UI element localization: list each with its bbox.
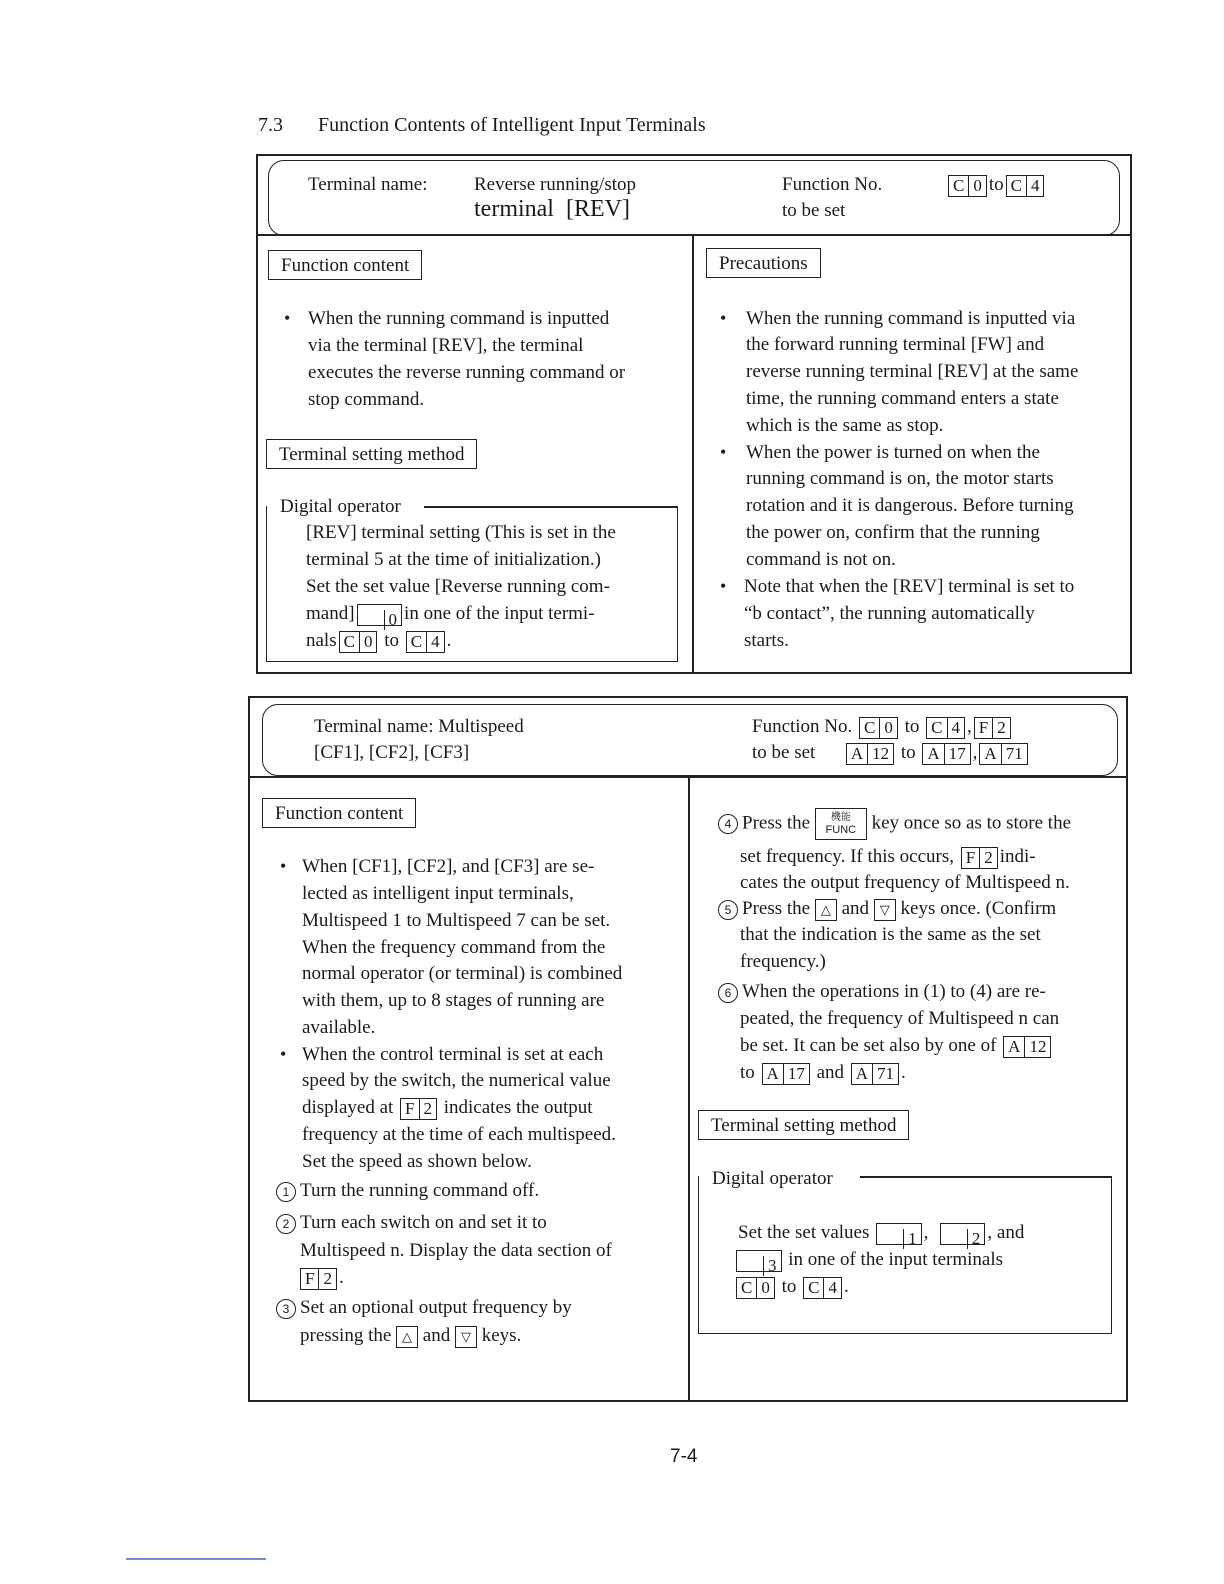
- precaution-line: Note that when the [REV] terminal is set to: [744, 576, 1075, 597]
- panel1-digital-operator-label: Digital operator: [272, 494, 407, 521]
- bullet: •: [280, 856, 287, 876]
- panel2-digital-operator-top-line: [860, 1176, 1112, 1178]
- section-title: Function Contents of Intelligent Input Terminals: [318, 114, 706, 136]
- panel1-precautions-label: Precautions: [706, 248, 821, 278]
- key-blank-0: 0: [357, 604, 403, 626]
- down-arrow-key-icon: ▽: [455, 1326, 477, 1348]
- panel1-setting-line: nals C 0 to C 4 .: [306, 630, 452, 651]
- panel2-setting-method-label: Terminal setting method: [698, 1110, 909, 1140]
- key-a12: A 12: [1003, 1036, 1051, 1058]
- key-c4: C 4: [926, 717, 965, 739]
- step-4-cont: cates the output frequency of Multispeed n.: [740, 872, 1070, 893]
- panel1-setting-line: terminal 5 at the time of initialization.): [306, 549, 601, 570]
- panel1-function-no-line2: to be set: [782, 200, 846, 221]
- step-number: 3: [276, 1299, 296, 1319]
- panel2-digital-operator-label: Digital operator: [704, 1166, 839, 1193]
- key-f2: F 2: [300, 1268, 337, 1290]
- step-6: 6 When the operations in (1) to (4) are re-: [718, 979, 1046, 1006]
- step-2: 2 Turn each switch on and set it to: [276, 1210, 547, 1237]
- panel1-divider-v: [692, 234, 694, 674]
- step-4: 4 Press the 機能 FUNC key once so as to store the: [718, 808, 1071, 840]
- up-arrow-key-icon: △: [396, 1326, 418, 1348]
- panel2-setting-line: Set the set values 1 , 2 , and: [738, 1222, 1025, 1248]
- step-4-cont: set frequency. If this occurs, F 2 indi-: [740, 846, 1036, 867]
- precaution-line: reverse running terminal [REV] at the same: [746, 361, 1079, 382]
- panel2-bullet-line: lected as intelligent input terminals,: [302, 883, 574, 904]
- key-c4: C 4: [406, 631, 445, 653]
- panel1-setting-method-label: Terminal setting method: [266, 439, 477, 469]
- precaution-line: command is not on.: [746, 549, 896, 570]
- key-blank-1: 1: [876, 1223, 922, 1245]
- key-f2: F 2: [961, 847, 998, 869]
- bullet: •: [720, 308, 727, 328]
- panel2-bullet-line: with them, up to 8 stages of running are: [302, 990, 605, 1011]
- step-3: 3 Set an optional output frequency by: [276, 1295, 572, 1322]
- panel2-setting-line: C 0 to C 4 .: [734, 1274, 849, 1301]
- up-arrow-key-icon: △: [815, 899, 837, 921]
- step-number: 4: [718, 814, 738, 834]
- panel1-terminal-name-line2: terminal [REV]: [474, 196, 630, 222]
- panel2-bullet-line: Multispeed 1 to Multispeed 7 can be set.: [302, 910, 611, 931]
- step-number: 1: [276, 1182, 296, 1202]
- step-5-cont: that the indication is the same as the set: [740, 924, 1041, 945]
- panel2-bullet-line: Set the speed as shown below.: [302, 1151, 532, 1172]
- panel1-divider-h: [256, 234, 1132, 236]
- panel2-bullet-line: speed by the switch, the numerical value: [302, 1070, 611, 1091]
- key-c0: C 0: [736, 1277, 775, 1299]
- page-number: 7-4: [670, 1446, 698, 1467]
- precaution-line: time, the running command enters a state: [746, 388, 1059, 409]
- step-number: 5: [718, 900, 738, 920]
- panel2-setting-line: 3 in one of the input terminals: [734, 1247, 1003, 1274]
- panel1-function-content-line: When the running command is inputted: [308, 308, 610, 329]
- panel2-bullet-line: displayed at F 2 indicates the output: [302, 1097, 593, 1118]
- panel2-terminal-name: Terminal name: Multispeed: [314, 716, 524, 737]
- step-2-cont: F 2 .: [298, 1265, 344, 1292]
- key-blank-3: 3: [736, 1250, 782, 1272]
- panel1-function-no-keys: C 0 to C 4: [946, 172, 1046, 199]
- precaution-line: which is the same as stop.: [746, 415, 944, 436]
- step-3-cont: pressing the △ and ▽ keys.: [300, 1325, 522, 1346]
- panel2-bullet-line: available.: [302, 1017, 376, 1038]
- panel1-function-content-line: stop command.: [308, 389, 425, 410]
- key-c4: C 4: [1006, 175, 1045, 197]
- step-6-cont: peated, the frequency of Multispeed n can: [740, 1008, 1060, 1029]
- panel2-terminal-name-line2: [CF1], [CF2], [CF3]: [314, 742, 470, 763]
- panel1-terminal-name-label: Terminal name:: [308, 174, 428, 195]
- step-6-cont: to A 17 and A 71 .: [740, 1062, 906, 1083]
- step-number: 2: [276, 1214, 296, 1234]
- func-key-icon: 機能 FUNC: [815, 808, 867, 840]
- step-5: 5 Press the △ and ▽ keys once. (Confirm: [718, 896, 1056, 923]
- panel1-function-content-line: via the terminal [REV], the terminal: [308, 335, 584, 356]
- key-c0: C 0: [948, 175, 987, 197]
- section-number: 7.3: [258, 114, 283, 136]
- panel2-function-no-line1: Function No. C 0 to C 4 , F 2: [752, 714, 1013, 741]
- key-a71: A 71: [979, 743, 1027, 765]
- bullet: •: [720, 442, 727, 462]
- precaution-line: the forward running terminal [FW] and: [746, 334, 1045, 355]
- key-a12: A 12: [846, 743, 894, 765]
- bullet: •: [284, 308, 291, 328]
- panel1-function-content-label: Function content: [268, 250, 422, 280]
- step-2-cont: Multispeed n. Display the data section of: [300, 1240, 612, 1261]
- panel2-bullet-line: When the frequency command from the: [302, 937, 606, 958]
- bullet: •: [280, 1044, 287, 1064]
- key-blank-2: 2: [940, 1223, 986, 1245]
- down-arrow-key-icon: ▽: [874, 899, 896, 921]
- panel2-bullet-line: frequency at the time of each multispeed.: [302, 1124, 616, 1145]
- precaution-line: “b contact”, the running automatically: [744, 603, 1035, 624]
- precaution-line: starts.: [744, 630, 789, 651]
- panel2-bullet-line: When the control terminal is set at each: [302, 1044, 604, 1065]
- key-c4: C 4: [803, 1277, 842, 1299]
- panel1-function-content-line: executes the reverse running command or: [308, 362, 626, 383]
- bullet: •: [720, 576, 727, 596]
- panel2-function-content-label: Function content: [262, 798, 416, 828]
- step-6-cont: be set. It can be set also by one of A 12: [740, 1033, 1053, 1060]
- step-1: 1 Turn the running command off.: [276, 1178, 539, 1205]
- panel1-setting-line: [REV] terminal setting (This is set in the: [306, 522, 616, 543]
- precaution-line: rotation and it is dangerous. Before turning: [746, 495, 1074, 516]
- panel2-bullet-line: normal operator (or terminal) is combined: [302, 963, 623, 984]
- precaution-line: the power on, confirm that the running: [746, 522, 1040, 543]
- precaution-line: When the running command is inputted via: [746, 308, 1076, 329]
- key-c0: C 0: [339, 631, 378, 653]
- panel2-function-no-line2: to be set A 12 to A 17 , A 71: [752, 740, 1030, 767]
- key-a71: A 71: [851, 1063, 899, 1085]
- step-number: 6: [718, 983, 738, 1003]
- panel2-bullet-line: When [CF1], [CF2], and [CF3] are se-: [302, 856, 595, 877]
- panel2-divider-v: [688, 776, 690, 1402]
- footer-line: [126, 1558, 266, 1560]
- precaution-line: When the power is turned on when the: [746, 442, 1040, 463]
- panel1-function-no-label: Function No.: [782, 174, 883, 195]
- key-a17: A 17: [762, 1063, 810, 1085]
- key-c0: C 0: [859, 717, 898, 739]
- precaution-line: running command is on, the motor starts: [746, 468, 1054, 489]
- key-f2: F 2: [974, 717, 1011, 739]
- panel1-digital-operator-top-line: [424, 506, 678, 508]
- panel1-setting-line: mand] 0 in one of the input termi-: [306, 603, 595, 629]
- panel1-setting-line: Set the set value [Reverse running com-: [306, 576, 610, 597]
- panel1-terminal-name: Reverse running/stop: [474, 174, 637, 195]
- section-header: [258, 114, 706, 137]
- key-a17: A 17: [922, 743, 970, 765]
- step-5-cont: frequency.): [740, 951, 826, 972]
- key-f2: F 2: [400, 1098, 437, 1120]
